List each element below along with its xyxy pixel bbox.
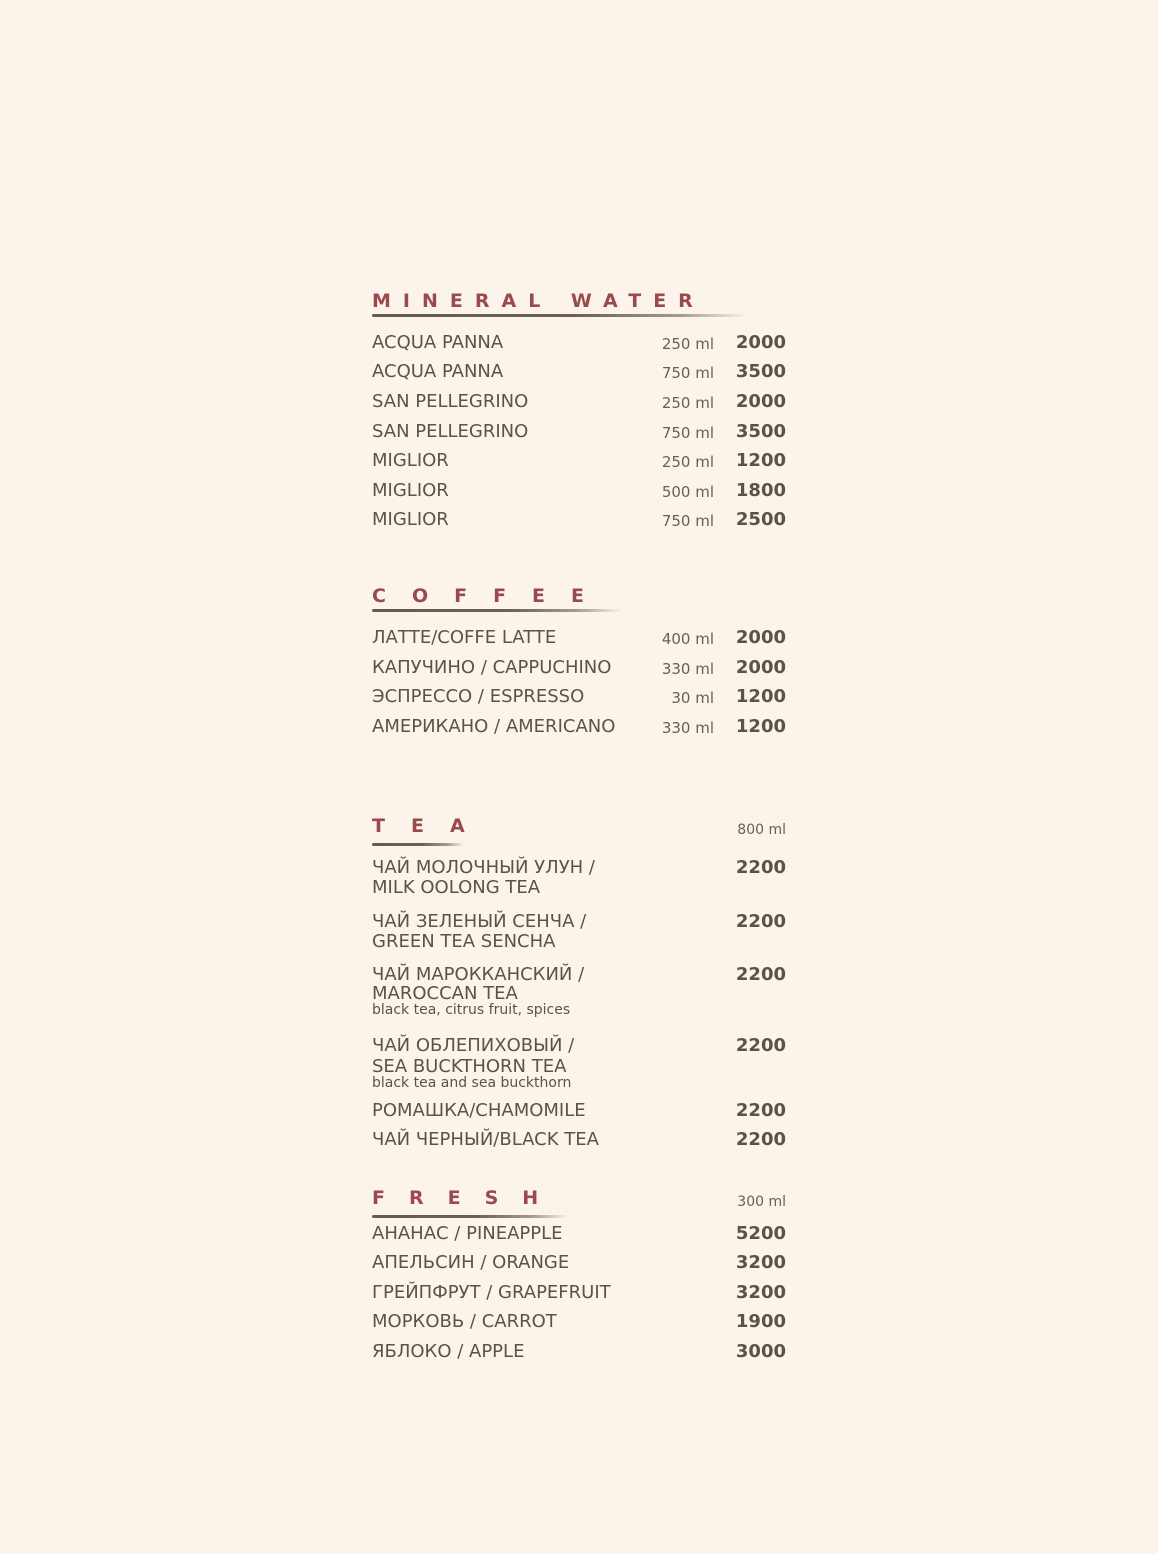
item-name: MIGLIOR xyxy=(372,509,449,530)
tea-section xyxy=(372,815,786,1150)
brush-divider xyxy=(372,1215,568,1218)
item-name: MIGLIOR xyxy=(372,450,449,471)
section-heading xyxy=(372,290,786,312)
item-price: 2200 xyxy=(735,1129,786,1150)
item-name: РОМАШКА/CHAMOMILE xyxy=(372,1100,586,1121)
fresh-volume: 300 ml xyxy=(737,1194,786,1210)
item-name: ЧАЙ МАРОККАНСКИЙ / xyxy=(372,964,585,985)
item-name: АНАНАС / PINEAPPLE xyxy=(372,1223,563,1244)
item-volume: 750 ml xyxy=(661,512,714,530)
item-volume: 30 ml xyxy=(671,689,714,707)
item-name: ЭСПРЕССО / ESPRESSO xyxy=(372,686,585,707)
item-name: ЛАТТЕ/COFFE LATTE xyxy=(372,627,557,648)
item-price: 2200 xyxy=(735,911,786,932)
item-price: 2500 xyxy=(735,509,786,530)
item-price: 1200 xyxy=(735,716,786,737)
section-heading xyxy=(372,1187,786,1209)
item-volume: 750 ml xyxy=(661,364,714,382)
item-price: 2200 xyxy=(735,1035,786,1056)
item-price: 3200 xyxy=(735,1252,786,1273)
item-name-en: MAROCCAN TEA xyxy=(372,983,518,1004)
item-name: ACQUA PANNA xyxy=(372,332,504,353)
item-volume: 250 ml xyxy=(661,453,714,471)
item-price: 1200 xyxy=(735,686,786,707)
brush-divider xyxy=(372,843,464,846)
mineral-water-title: MINERAL WATER xyxy=(372,290,705,312)
item-name: SAN PELLEGRINO xyxy=(372,421,529,442)
section-heading xyxy=(372,815,786,837)
item-name-en: MILK OOLONG TEA xyxy=(372,877,541,898)
item-price: 2200 xyxy=(735,964,786,985)
item-price: 3500 xyxy=(735,421,786,442)
item-description: black tea and sea buckthorn xyxy=(372,1075,572,1091)
item-volume: 750 ml xyxy=(661,424,714,442)
item-name: SAN PELLEGRINO xyxy=(372,391,529,412)
item-name: АПЕЛЬСИН / ORANGE xyxy=(372,1252,570,1273)
item-name: ACQUA PANNA xyxy=(372,361,504,382)
item-name-en: GREEN TEA SENCHA xyxy=(372,931,556,952)
brush-divider xyxy=(372,609,622,612)
item-name: ГРЕЙПФРУТ / GRAPEFRUIT xyxy=(372,1282,611,1303)
item-name: ЧАЙ ОБЛЕПИХОВЫЙ / xyxy=(372,1035,575,1056)
item-price: 1200 xyxy=(735,450,786,471)
item-name: АМЕРИКАНО / AMERICANO xyxy=(372,716,616,737)
tea-title: TEA xyxy=(372,815,491,837)
item-name-en: SEA BUCKTHORN TEA xyxy=(372,1056,567,1077)
item-name: MIGLIOR xyxy=(372,480,449,501)
section-heading xyxy=(372,585,786,607)
item-price: 2200 xyxy=(735,1100,786,1121)
item-price: 3000 xyxy=(735,1341,786,1362)
item-price: 2000 xyxy=(735,657,786,678)
item-description: black tea, citrus fruit, spices xyxy=(372,1002,571,1018)
item-volume: 500 ml xyxy=(661,483,714,501)
item-price: 5200 xyxy=(735,1223,786,1244)
item-price: 3500 xyxy=(735,361,786,382)
item-price: 1800 xyxy=(735,480,786,501)
brush-divider xyxy=(372,314,748,317)
item-price: 3200 xyxy=(735,1282,786,1303)
item-price: 2000 xyxy=(735,627,786,648)
coffee-title: COFFEE xyxy=(372,585,611,607)
item-name: КАПУЧИНО / CAPPUCHINO xyxy=(372,657,612,678)
item-volume: 330 ml xyxy=(661,660,714,678)
item-name: ЧАЙ ЧЕРНЫЙ/BLACK TEA xyxy=(372,1129,599,1150)
item-volume: 330 ml xyxy=(661,719,714,737)
item-name: ЯБЛОКО / APPLE xyxy=(372,1341,525,1362)
item-name: ЧАЙ МОЛОЧНЫЙ УЛУН / xyxy=(372,857,595,878)
item-volume: 250 ml xyxy=(661,394,714,412)
fresh-section xyxy=(372,1187,786,1362)
item-volume: 400 ml xyxy=(661,630,714,648)
coffee-section xyxy=(372,585,786,737)
item-name: ЧАЙ ЗЕЛЕНЫЙ СЕНЧА / xyxy=(372,911,587,932)
item-price: 2000 xyxy=(735,332,786,353)
item-price: 2000 xyxy=(735,391,786,412)
item-volume: 250 ml xyxy=(661,335,714,353)
item-price: 1900 xyxy=(735,1311,786,1332)
item-name: МОРКОВЬ / CARROT xyxy=(372,1311,557,1332)
mineral-water-section xyxy=(372,290,786,530)
item-price: 2200 xyxy=(735,857,786,878)
tea-volume: 800 ml xyxy=(737,822,786,838)
fresh-title: FRESH xyxy=(372,1187,563,1209)
